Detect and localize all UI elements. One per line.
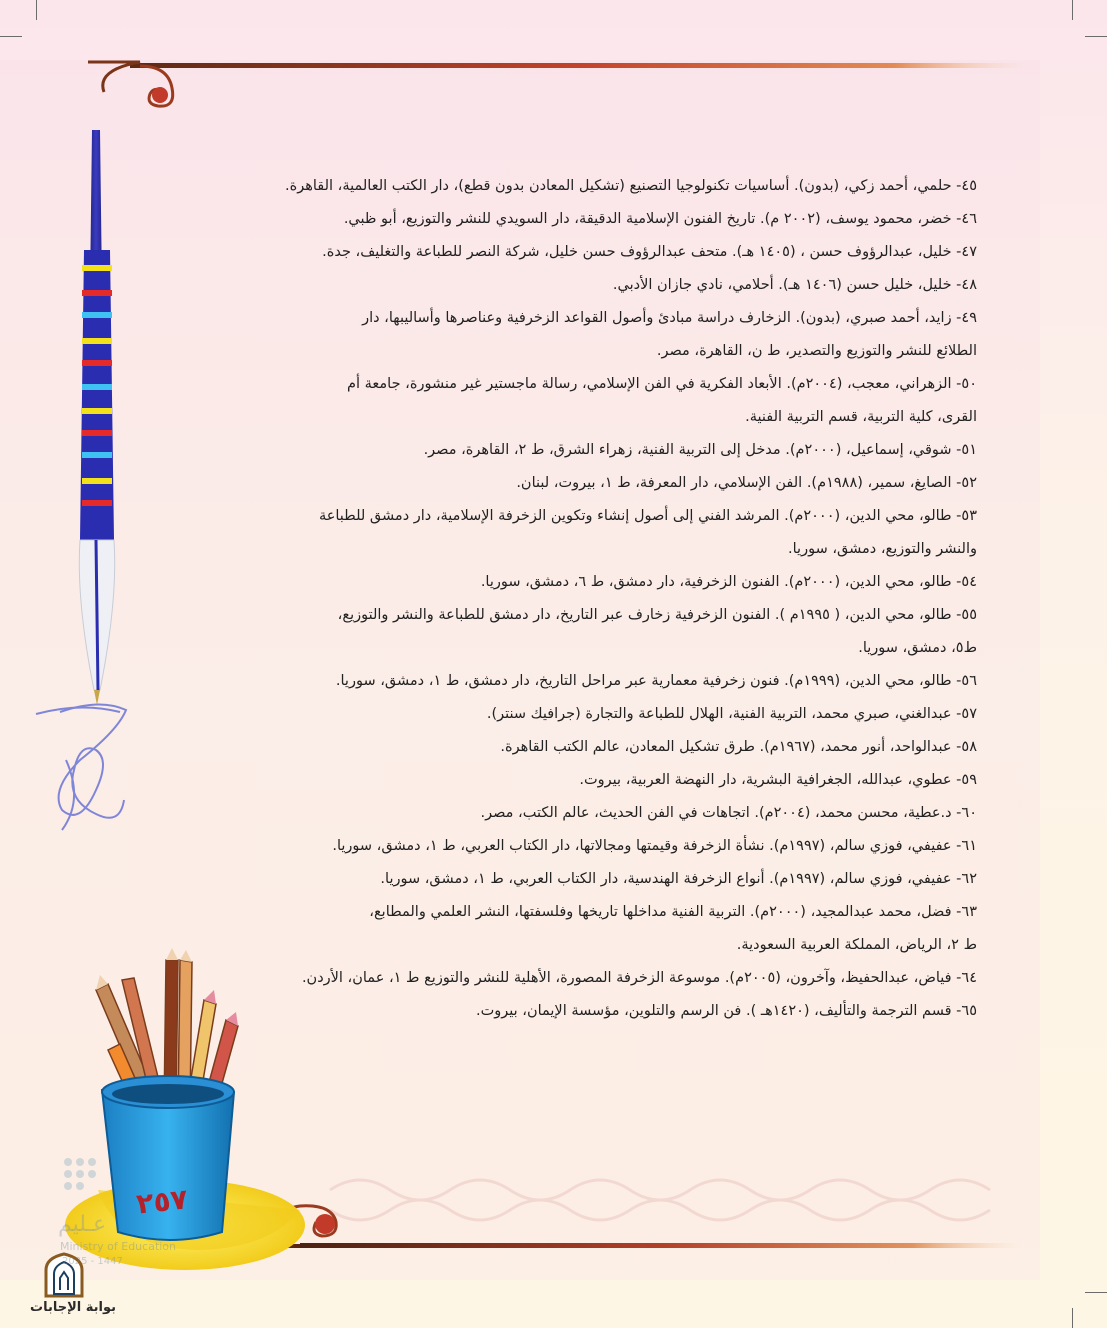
reference-dash: - [951,970,962,986]
reference-dash: - [951,277,962,293]
reference-number: ٥١ [961,442,977,458]
reference-entry [237,731,977,764]
reference-entry [237,665,977,698]
reference-text: عبدالواحد، أنور محمد، (١٩٦٧م). طرق تشكيل المعادن، عالم الكتب القاهرة. [500,739,952,755]
reference-dash: - [951,508,962,524]
reference-dash: - [951,838,962,854]
reference-entry [237,830,977,863]
reference-text: خليل، عبدالرؤوف حسن ، (١٤٠٥ هـ). متحف عبدالرؤوف حسن خليل، شركة النصر للطباعة والتغليف، جدة. [322,244,952,260]
reference-dash: - [951,607,962,623]
reference-dash: - [951,376,962,392]
reference-entry-continuation [237,929,977,962]
bottom-border-bar [300,1243,1020,1248]
reference-text: القرى، كلية التربية، قسم التربية الفنية. [745,409,977,425]
reference-entry [237,269,977,302]
reference-dash: - [951,805,962,821]
reference-text: فياض، عبدالحفيظ، وآخرون، (٢٠٠٥م). موسوعة الزخرفة المصورة، الأهلية للنشر والتوزيع ط ١، عمان، الأردن. [301,970,952,986]
page-number: ٢٥٧ [134,1182,190,1221]
reference-number: ٤٦ [961,211,977,227]
references-list [237,170,977,1028]
reference-entry-continuation [237,533,977,566]
reference-number: ٦٣ [961,904,977,920]
reference-text: خضر، محمود يوسف، (٢٠٠٢ م). تاريخ الفنون الإسلامية الدقيقة، دار السويدي للنشر والتوزيع، أبو ظبي. [343,211,952,227]
reference-number: ٦٥ [961,1003,977,1019]
reference-number: ٥٤ [961,574,977,590]
reference-entry-continuation [237,401,977,434]
reference-dash: - [951,772,962,788]
reference-dash: - [951,475,962,491]
reference-text: عبدالغني، صبري محمد، التربية الفنية، الهلال للطباعة والتجارة (جرافيك سنتر). [486,706,952,722]
reference-dash: - [951,574,962,590]
reference-dash: - [951,244,962,260]
ministry-watermark-subtitle: Ministry of Education [60,1240,177,1253]
reference-text: طالو، محي الدين، (١٩٩٩م). فنون زخرفية معمارية عبر مراحل التاريخ، دار دمشق، ط ١، دمشق، سوريا. [335,673,952,689]
reference-entry [237,764,977,797]
reference-number: ٦٢ [961,871,977,887]
ministry-watermark: عـليم [58,1212,107,1237]
reference-dash: - [951,442,962,458]
reference-entry [237,995,977,1028]
portal-label: بوابة الإجابات [30,1300,116,1315]
reference-dash: - [951,211,962,227]
reference-number: ٥٢ [961,475,977,491]
reference-entry [237,698,977,731]
reference-number: ٦٤ [961,970,977,986]
reference-text: د.عطية، محسن محمد، (٢٠٠٤م). اتجاهات في الفن الحديث، عالم الكتب، مصر. [480,805,952,821]
reference-text: طالو، محي الدين، ( ١٩٩٥م ). الفنون الزخرفية زخارف عبر التاريخ، دار دمشق للطباعة والنشر والتوزيع، [337,607,952,623]
ministry-watermark-year: 2025 - 1447 [62,1256,123,1267]
reference-entry [237,302,977,335]
reference-number: ٥٣ [961,508,977,524]
reference-text: ط٥، دمشق، سوريا. [858,640,977,656]
reference-number: ٥٩ [961,772,977,788]
reference-number: ٤٩ [961,310,977,326]
reference-entry [237,863,977,896]
reference-text: قسم الترجمة والتأليف، (١٤٢٠هـ ). فن الرسم والتلوين، مؤسسة الإيمان، بيروت. [475,1003,952,1019]
reference-text: والنشر والتوزيع، دمشق، سوريا. [788,541,977,557]
reference-entry [237,467,977,500]
reference-entry [237,170,977,203]
reference-text: الصايغ، سمير، (١٩٨٨م). الفن الإسلامي، دار المعرفة، ط ١، بيروت، لبنان. [516,475,952,491]
reference-dash: - [951,706,962,722]
reference-dash: - [951,1003,962,1019]
reference-dash: - [951,739,962,755]
reference-text: خليل، خليل حسن (١٤٠٦ هـ). أحلامي، نادي جازان الأدبي. [612,277,952,293]
reference-dash: - [951,871,962,887]
reference-dash: - [951,310,962,326]
reference-entry [237,599,977,632]
reference-text: طالو، محي الدين، (٢٠٠٠م). الفنون الزخرفية، دار دمشق، ط ٦، دمشق، سوريا. [480,574,952,590]
reference-number: ٥٦ [961,673,977,689]
reference-entry [237,500,977,533]
reference-text: فضل، محمد عبدالمجيد، (٢٠٠٠م). التربية الفنية مداخلها تاريخها وفلسفتها، النشر العلمي والمطابع، [369,904,952,920]
reference-number: ٥٠ [961,376,977,392]
reference-text: طالو، محي الدين، (٢٠٠٠م). المرشد الفني إلى أصول إنشاء وتكوين الزخرفة الإسلامية، دار دمشق للطباعة [318,508,952,524]
reference-entry [237,203,977,236]
reference-number: ٥٨ [961,739,977,755]
reference-dash: - [951,673,962,689]
reference-text: الطلائع للنشر والتوزيع والتصدير، ط ن، القاهرة، مصر. [656,343,977,359]
reference-text: الزهراني، معجب، (٢٠٠٤م). الأبعاد الفكرية في الفن الإسلامي، رسالة ماجستير غير منشورة، جامعة أم [347,376,952,392]
reference-entry [237,434,977,467]
top-border-bar [130,63,1030,68]
reference-text: زايد، أحمد صبري، (بدون). الزخارف دراسة مبادئ وأصول القواعد الزخرفية وعناصرها وأساليبها، دار [362,310,952,326]
reference-number: ٥٥ [961,607,977,623]
reference-text: حلمي، أحمد زكي، (بدون). أساسيات تكنولوجيا التصنيع (تشكيل المعادن بدون قطع)، دار الكتب العالمية، القاهرة. [285,178,952,194]
reference-number: ٦٠ [961,805,977,821]
reference-text: عفيفي، فوزي سالم، (١٩٩٧م). نشأة الزخرفة وقيمتها ومجالاتها، دار الكتاب العربي، ط ١، دمشق، سوريا. [332,838,952,854]
reference-entry [237,368,977,401]
reference-entry [237,896,977,929]
reference-text: عطوي، عبدالله، الجغرافية البشرية، دار النهضة العربية، بيروت. [579,772,952,788]
reference-entry [237,797,977,830]
reference-entry-continuation [237,335,977,368]
reference-entry [237,962,977,995]
reference-number: ٤٥ [961,178,977,194]
reference-number: ٦١ [961,838,977,854]
reference-text: شوقي، إسماعيل، (٢٠٠٠م). مدخل إلى التربية الفنية، زهراء الشرق، ط ٢، القاهرة، مصر. [423,442,952,458]
reference-number: ٥٧ [961,706,977,722]
reference-number: ٤٧ [961,244,977,260]
reference-dash: - [951,178,962,194]
reference-entry [237,236,977,269]
reference-text: ط ٢، الرياض، المملكة العربية السعودية. [736,937,977,953]
reference-entry [237,566,977,599]
reference-number: ٤٨ [961,277,977,293]
reference-dash: - [951,904,962,920]
reference-entry-continuation [237,632,977,665]
reference-text: عفيفي، فوزي سالم، (١٩٩٧م). أنواع الزخرفة الهندسية، دار الكتاب العربي، ط ١، دمشق، سوريا. [380,871,952,887]
